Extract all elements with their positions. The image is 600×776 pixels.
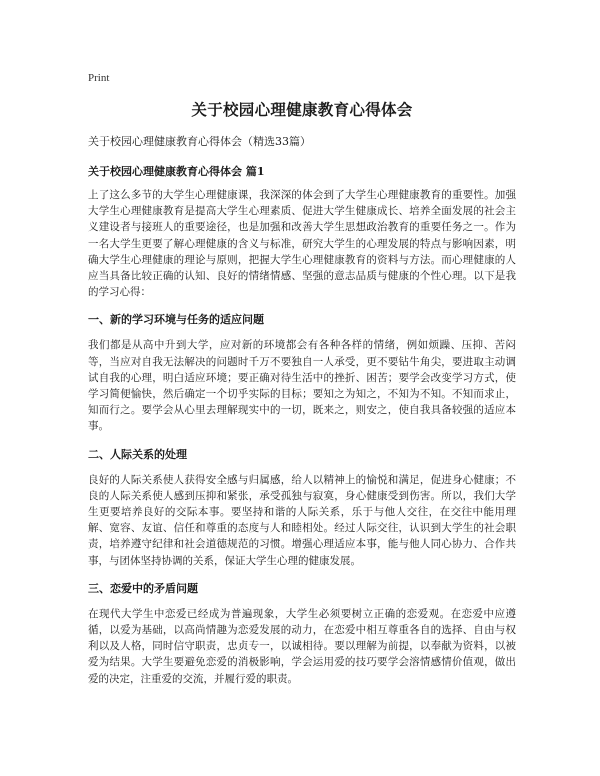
section-paragraph-2: 良好的人际关系使人获得安全感与归属感，给人以精神上的愉悦和满足，促进身心健康；不良的人际关系使人感到压抑和紧张，承受孤独与寂寞，身心健康受到伤害。所以，我们大学生更要培养良好的交际本事。要坚持和谐的人际关系，乐于与他人交往，在交往中能用理解、宽容、友谊、信任和尊重的态度与人和睦相处。经过人际交往，认识到大学生的社会职责，培养遵守纪律和社会道德规范的习惯。增强心理适应本事，能与他人同心协力、合作共事，与团体坚持协调的关系，保证大学生心理的健康发展。 xyxy=(88,473,516,567)
section-heading-3: 三、恋爱中的矛盾问题 xyxy=(88,581,198,595)
page-title: 关于校园心理健康教育心得体会 xyxy=(191,100,413,119)
document-page xyxy=(88,66,516,698)
section-paragraph-1: 我们都是从高中升到大学，应对新的环境都会有各种各样的情绪，例如烦躁、压抑、苦闷等，当应对自我无法解决的问题时千万不要独自一人承受，更不要钻牛角尖，要进取主动调试自我的心理，明白适应环境；要正确对待生活中的挫折、困苦；要学会改变学习方式，使学习简便愉快，然后确定一个切乎实际的目标；要知之为知之，不知为不知。不知而求止，知而行之。要学会从心里去理解现实中的一切，既来之，则安之，使自我具备较强的适应本事。 xyxy=(88,339,516,433)
section-heading-1: 一、新的学习环境与任务的适应问题 xyxy=(88,313,264,327)
article-heading: 关于校园心理健康教育心得体会 篇1 xyxy=(88,165,265,178)
intro-paragraph: 上了这么多节的大学生心理健康课，我深深的体会到了大学生心理健康教育的重要性。加强大学生心理健康教育是提高大学生心理素质、促进大学生健康成长、培养全面发展的社会主义建设者与接班人的重要途径，也是加强和改善大学生思想政治教育的重要任务之一。作为一名大学生更要了解心理健康的含义与标准，研究大学生的心理发展的特点与影响因素，明确大学生心理健康的理论与原则，把握大学生心理健康教育的资料与方法。而心理健康的人应当具备比较正确的认知、良好的情绪情感、坚强的意志品质与健康的个性心理。以下是我的学习心得： xyxy=(88,189,516,299)
subtitle: 关于校园心理健康教育心得体会（精选33篇） xyxy=(88,135,311,148)
section-paragraph-3: 在现代大学生中恋爱已经成为普遍现象，大学生必须要树立正确的恋爱观。在恋爱中应遵循，以爱为基础，以高尚情趣为恋爱发展的动力，在恋爱中相互尊重各自的选择、自由与权利以及人格，同时信守职责，忠贞专一，以诚相待。要以理解为前提，以奉献为资料，以被爱为结果。大学生要避免恋爱的消极影响，学会运用爱的技巧要学会溶情感情价值观，做出爱的决定，注重爱的交流，并履行爱的职责。 xyxy=(88,607,516,685)
section-heading-2: 二、人际关系的处理 xyxy=(88,447,187,461)
print-link[interactable]: Print xyxy=(88,72,110,84)
